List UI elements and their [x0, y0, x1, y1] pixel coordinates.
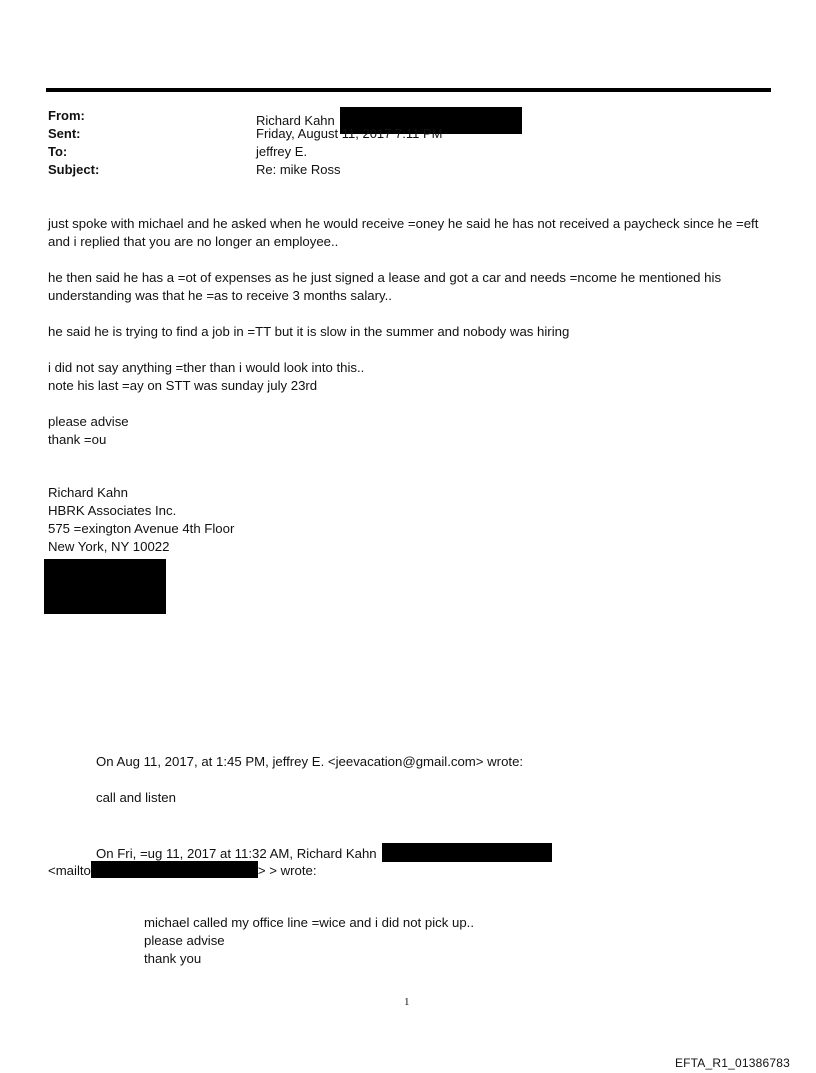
- mailto-prefix: <mailto: [48, 863, 91, 878]
- signature-company: HBRK Associates Inc.: [48, 503, 177, 518]
- signature-address-2: New York, NY 10022: [48, 539, 170, 554]
- paragraph-5: [48, 413, 778, 449]
- quote-2-body: [144, 914, 474, 968]
- paragraph-3: [48, 323, 778, 341]
- header-rule: [46, 88, 771, 92]
- quote-1-body: call and listen: [96, 790, 176, 805]
- to-label: To:: [48, 144, 68, 159]
- body-line: note his last =ay on STT was sunday july 23rd: [48, 378, 318, 393]
- message-body: [48, 215, 778, 449]
- quote-2-header: [96, 843, 552, 863]
- quote-2-header-text: On Fri, =ug 11, 2017 at 11:32 AM, Richard Kahn: [96, 846, 377, 861]
- mailto-suffix: > > wrote:: [257, 863, 317, 878]
- body-line: thank =ou: [48, 432, 107, 447]
- signature-block: [48, 484, 778, 556]
- paragraph-1: [48, 215, 778, 251]
- to-value: jeffrey E.: [256, 144, 308, 159]
- body-line: just spoke with michael and he asked when he would receive =oney he said he has not received a paycheck since he =eft: [48, 216, 759, 231]
- quote-1-header: On Aug 11, 2017, at 1:45 PM, jeffrey E. <jeevacation@gmail.com> wrote:: [96, 754, 524, 769]
- quote-line: thank you: [144, 951, 202, 966]
- body-line: and i replied that you are no longer an employee..: [48, 234, 339, 249]
- body-line: understanding was that he =as to receive 3 months salary..: [48, 288, 392, 303]
- redaction-quote-2-email: [382, 843, 552, 862]
- subject-label: Subject:: [48, 162, 100, 177]
- quote-2-mailto-line: [48, 861, 317, 880]
- body-line: he said he is trying to find a job in =TT but it is slow in the summer and nobody was hiring: [48, 324, 570, 339]
- paragraph-2: [48, 269, 778, 305]
- signature-name: Richard Kahn: [48, 485, 128, 500]
- redaction-signature: [44, 559, 166, 614]
- sent-value: Friday, August 11, 2017 7:11 PM: [256, 126, 443, 141]
- quote-line: michael called my office line =wice and i did not pick up..: [144, 915, 474, 930]
- document-id: EFTA_R1_01386783: [674, 1056, 790, 1070]
- body-line: he then said he has a =ot of expenses as he just signed a lease and got a car and needs =ncome he mentioned his: [48, 270, 722, 285]
- sent-label: Sent:: [48, 126, 81, 141]
- redaction-mailto: [91, 861, 258, 878]
- body-line: please advise: [48, 414, 129, 429]
- signature-address-1: 575 =exington Avenue 4th Floor: [48, 521, 235, 536]
- paragraph-4: [48, 359, 778, 395]
- body-line: i did not say anything =ther than i would look into this..: [48, 360, 365, 375]
- page-number: 1: [404, 996, 410, 1008]
- quote-line: please advise: [144, 933, 225, 948]
- from-label: From:: [48, 108, 85, 123]
- from-name: Richard Kahn: [256, 113, 335, 128]
- subject-value: Re: mike Ross: [256, 162, 341, 177]
